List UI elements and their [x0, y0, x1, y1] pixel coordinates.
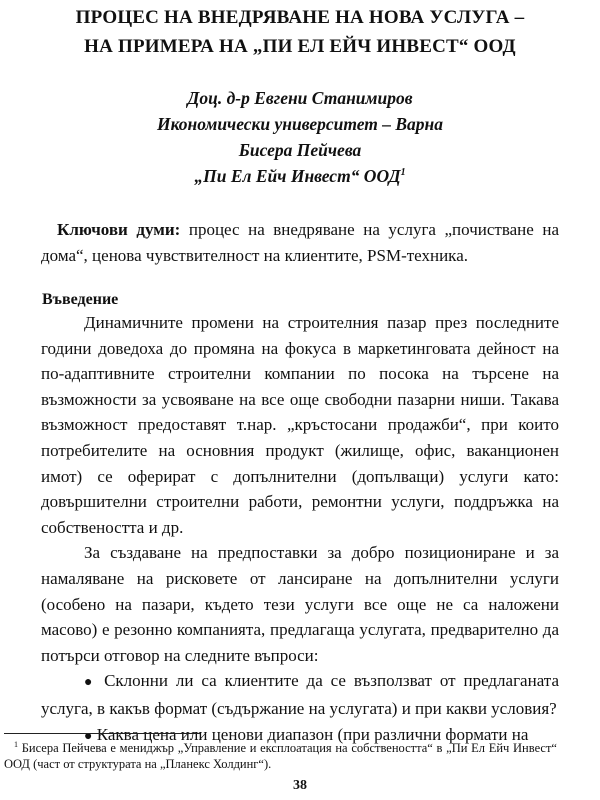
- footnote-mark: 1: [14, 739, 18, 749]
- author-block: [41, 85, 559, 189]
- footnote-reference[interactable]: 1: [400, 167, 406, 179]
- affiliation-text: „Пи Ел Ейч Инвест“ ООД: [194, 166, 401, 186]
- paper-title: [41, 0, 559, 61]
- bullet-icon: ●: [84, 728, 93, 744]
- title-line-1: ПРОЦЕС НА ВНЕДРЯВАНЕ НА НОВА УСЛУГА –: [75, 7, 525, 28]
- section-heading-introduction: Въведение: [42, 291, 119, 308]
- title-line-2: НА ПРИМЕРА НА „ПИ ЕЛ ЕЙЧ ИНВЕСТ“ ООД: [84, 36, 516, 57]
- author-affiliation-2: [41, 163, 559, 189]
- footnote: [4, 740, 557, 772]
- author-name-1: Доц. д-р Евгени Станимиров: [187, 88, 413, 108]
- footnote-divider: [4, 733, 200, 734]
- body-paragraph-1: Динамичните промени на строителния пазар през последните години доведоха до промяна на фокуса в маркетинговата дейност на по-адаптивните строителни компании по посока на търсене на възможности за усвояване на все още свободни пазарни ниши. Такава възможност предоставят т.нар. „кръстосани продажби“, при които потребителите на основния продукт (жилище, офис, ваканционен имот) се оферират с допълнителни (допълващи) услуги като: довършителни строителни работи, ремонтни услуги, поддръжка на собствеността и др.: [41, 313, 559, 537]
- keywords-paragraph: [41, 217, 559, 269]
- body-paragraph-2: За създаване на предпоставки за добро позициониране и за намаляване на рисковете от лансиране на допълнителни услуги (особено на пазари, където тези услуги все още не са наложени масово) е резонно компанията, предлагаща услугата, предварително да потърси отговор на следните въпроси:: [41, 543, 559, 665]
- bullet-text-2: Каква цена или ценови диапазон (при различни формати на: [96, 724, 529, 744]
- bullet-icon: ●: [84, 675, 97, 691]
- bullet-item-1: [41, 668, 559, 721]
- bullet-text-1: Склонни ли са клиентите да се възползват от предлаганата услуга, в какъв формат (съдържание на услугата) и при какви условия?: [41, 671, 559, 718]
- footnote-text: Бисера Пейчева е мениджър „Управление и експлоатация на собствеността“ в „Пи Ел Ейч Инвест“ ООД (част от структурата на „Планекс Холдинг“).: [4, 741, 557, 771]
- keywords-text: процес на внедряване на услуга „почистване на дома“, ценова чувствителност на клиентите, PSM-техника.: [41, 220, 559, 265]
- page-number: 38: [293, 778, 307, 793]
- author-affiliation-1: Икономически университет – Варна: [156, 114, 444, 134]
- keywords-label: Ключови думи:: [57, 220, 181, 239]
- author-name-2: Бисера Пейчева: [238, 140, 362, 160]
